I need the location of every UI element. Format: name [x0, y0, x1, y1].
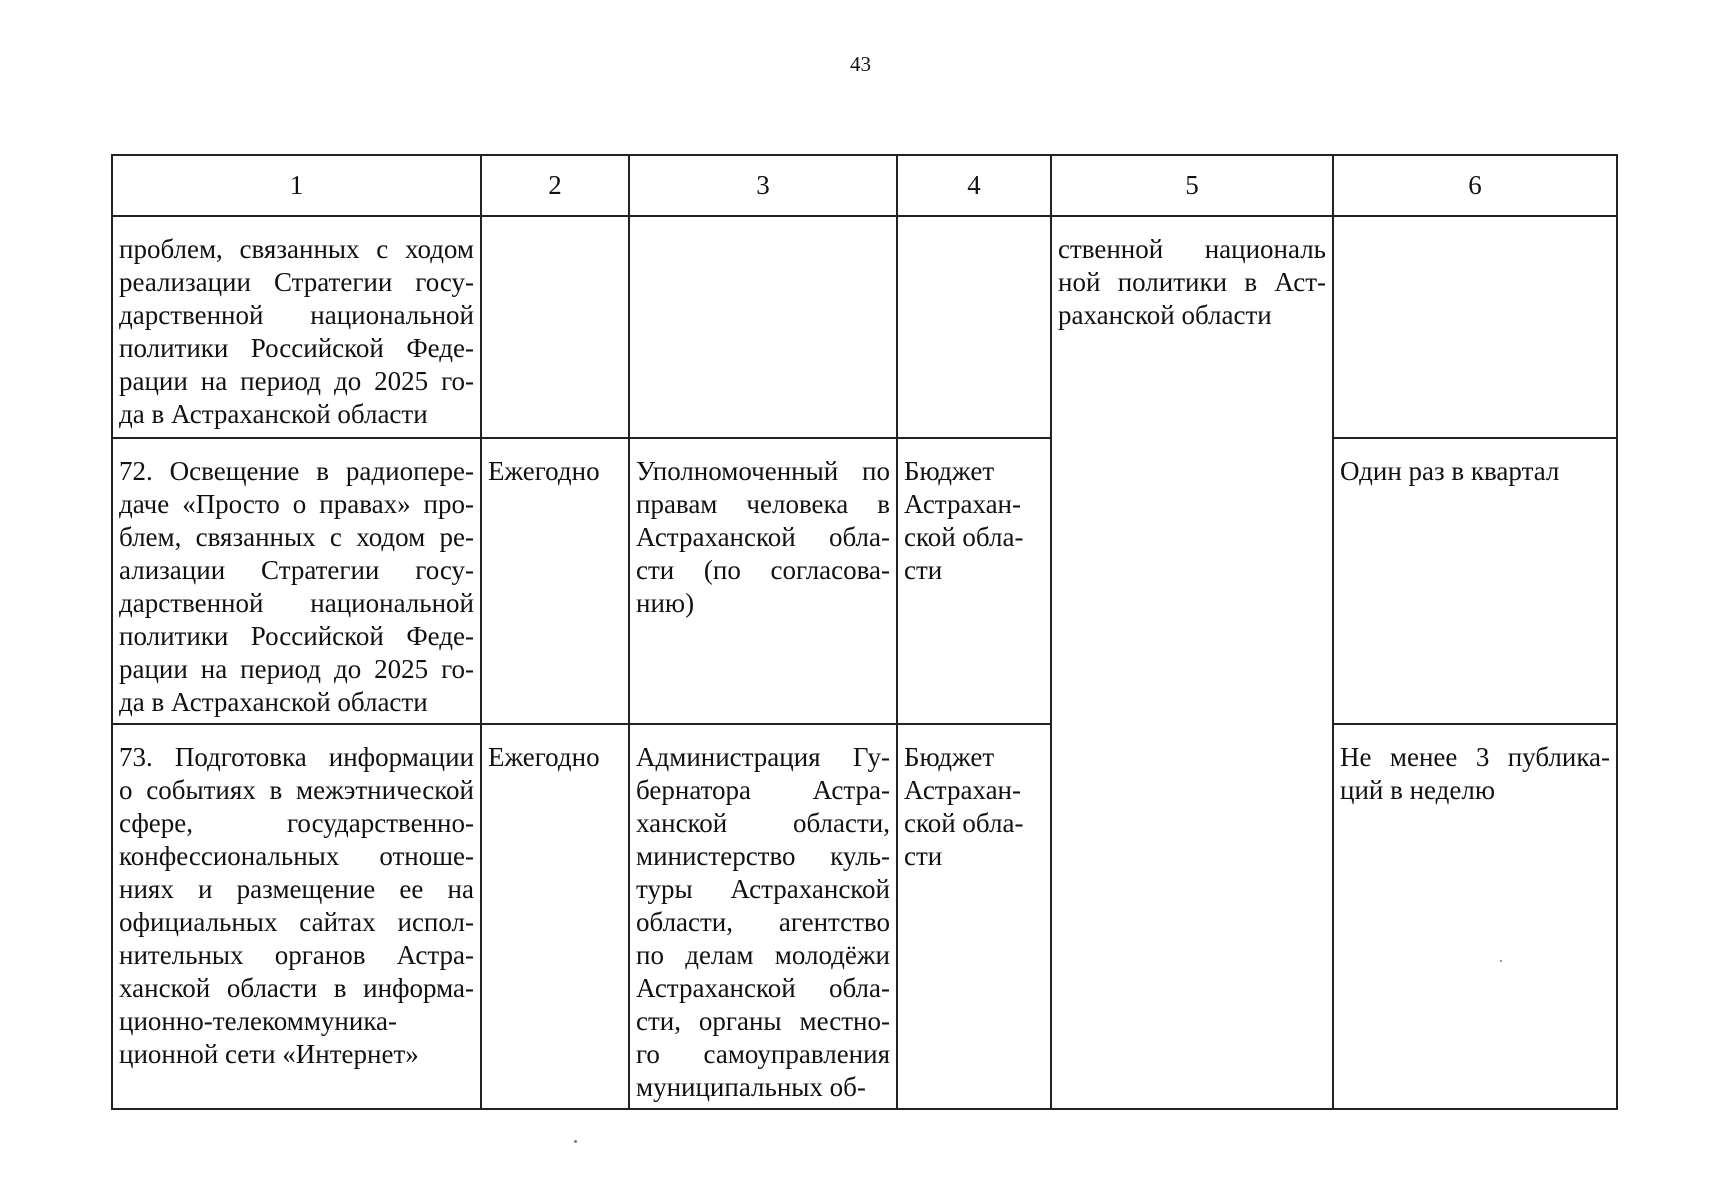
- measures-table: [111, 154, 1618, 1110]
- cell-measure: проблем, связанных с ходом реализации Стратегии госу- дарственной национальной политики Российской Феде- рации на период до 2025 го- да в Астраханской области: [112, 216, 481, 438]
- table-row-73: [112, 724, 1617, 1109]
- cell-frequency: Один раз в квартал: [1333, 438, 1617, 724]
- scan-speck: [574, 1140, 577, 1143]
- cell-funding: Бюджет Астрахан- ской обла- сти: [897, 724, 1051, 1109]
- cell-period: [481, 216, 629, 438]
- cell-frequency: [1333, 216, 1617, 438]
- cell-responsible: [629, 216, 897, 438]
- column-number-4: 4: [897, 155, 1051, 216]
- table-row-72: [112, 438, 1617, 724]
- cell-period: Ежегодно: [481, 438, 629, 724]
- cell-measure: 73. Подготовка информации о событиях в межэтнической сфере, государственно- конфессиональных отноше- ниях и размещение ее на официальных сайтах испол- нительных органов Астра- ханской области в информа- ционно-телекоммуника- ционной сети «Интернет»: [112, 724, 481, 1109]
- scan-speck: [1500, 960, 1502, 962]
- table-row-continuation: [112, 216, 1617, 438]
- column-number-1: 1: [112, 155, 481, 216]
- cell-frequency: Не менее 3 публика- ций в неделю: [1333, 724, 1617, 1109]
- cell-period: Ежегодно: [481, 724, 629, 1109]
- column-number-2: 2: [481, 155, 629, 216]
- column-number-row: [112, 155, 1617, 216]
- cell-measure: 72. Освещение в радиопере- даче «Просто о правах» про- блем, связанных с ходом ре- ализации Стратегии госу- дарственной национальной политики Российской Феде- рации на период до 2025 го- да в Астраханской области: [112, 438, 481, 724]
- column-number-3: 3: [629, 155, 897, 216]
- column-number-5: 5: [1051, 155, 1333, 216]
- cell-funding: [897, 216, 1051, 438]
- cell-result-merged: ственной националь ной политики в Аст- раханской области: [1051, 216, 1333, 1109]
- column-number-6: 6: [1333, 155, 1617, 216]
- cell-funding: Бюджет Астрахан- ской обла- сти: [897, 438, 1051, 724]
- page-number: 43: [850, 52, 871, 76]
- cell-responsible: Уполномоченный по правам человека в Астраханской обла- сти (по согласова- нию): [629, 438, 897, 724]
- cell-responsible: Администрация Гу- бернатора Астра- ханской области, министерство куль- туры Астраханской области, агентство по делам молодёжи Астраханской обла- сти, органы местно- го самоуправления муниципальных об-: [629, 724, 897, 1109]
